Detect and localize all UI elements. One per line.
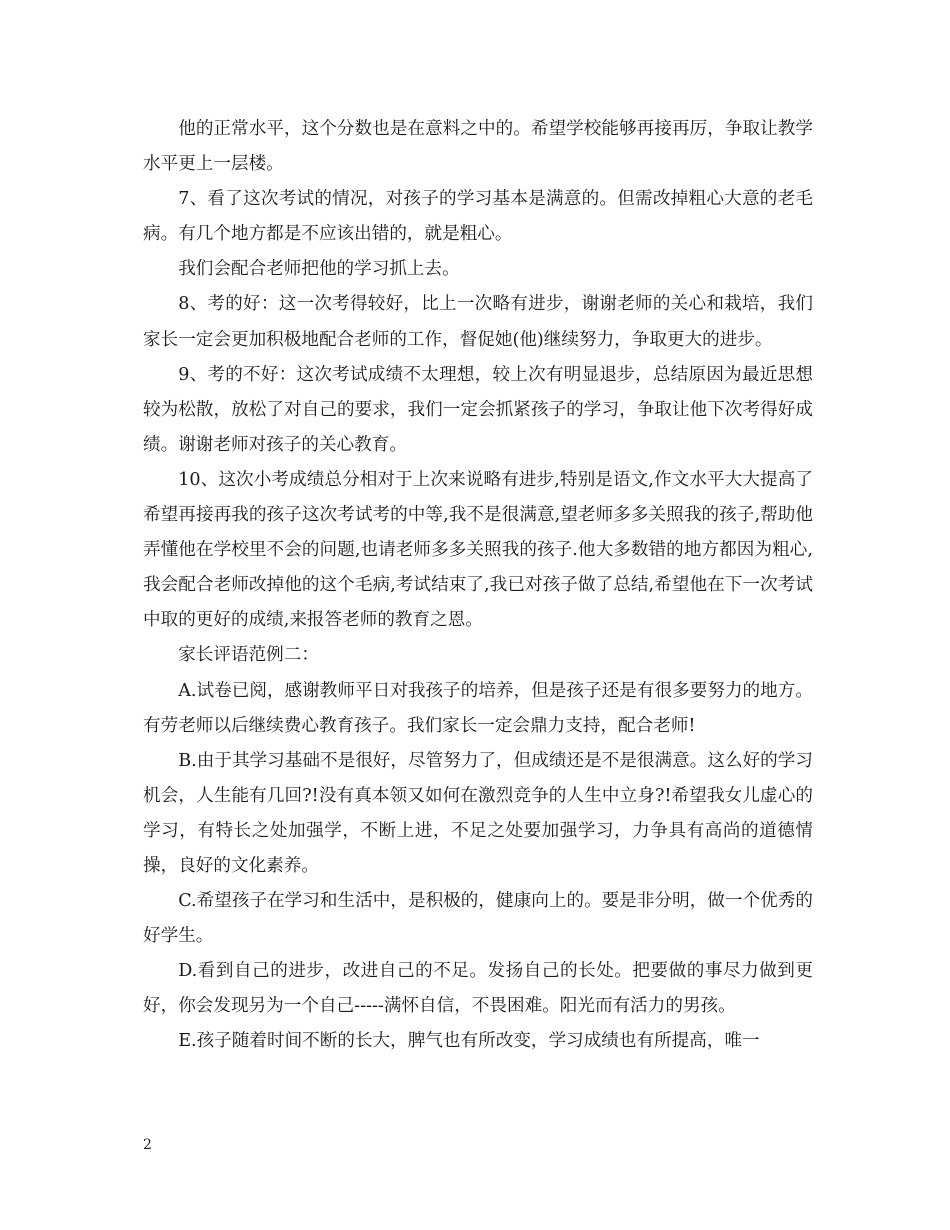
paragraph: 10、这次小考成绩总分相对于上次来说略有进步,特别是语文,作文水平大大提高了希望再接再我的孩子这次考试考的中等,我不是很满意,望老师多多关照我的孩子,帮助他弄懂他在学校里不会的问题,也请老师多多关照我的孩子.他大多数错的地方都因为粗心,我会配合老师改掉他的这个毛病,考试结束了,我已对孩子做了总结,希望他在下一次考试中取的更好的成绩,来报答老师的教育之恩。 (143, 469, 813, 631)
page-number: 2 (143, 1137, 152, 1153)
paragraph: 9、考的不好：这次考试成绩不太理想，较上次有明显退步，总结原因为最近思想较为松散，放松了对自己的要求，我们一定会抓紧孩子的学习，争取让他下次考得好成绩。谢谢老师对孩子的关心教育。 (143, 364, 813, 455)
paragraph: E.孩子随着时间不断的长大，脾气也有所改变，学习成绩也有所提高，唯一 (178, 1031, 760, 1052)
paragraph: C.希望孩子在学习和生活中，是积极的，健康向上的。要是非分明，做一个优秀的好学生。 (143, 891, 813, 947)
paragraph: 他的正常水平，这个分数也是在意料之中的。希望学校能够再接再厉，争取让教学水平更上一层楼。 (143, 119, 813, 175)
paragraph: A.试卷已阅，感谢教师平日对我孩子的培养，但是孩子还是有很多要努力的地方。有劳老师以后继续费心教育孩子。我们家长一定会鼎力支持，配合老师! (143, 680, 813, 736)
document-body (143, 112, 813, 1060)
paragraph: B.由于其学习基础不是很好，尽管努力了，但成绩还是不是很满意。这么好的学习机会，人生能有几回?!没有真本领又如何在激烈竞争的人生中立身?!希望我女儿虚心的学习，有特长之处加强学，不断上进，不足之处要加强学习，力争具有高尚的道德情操，良好的文化素养。 (143, 750, 813, 876)
paragraph: 我们会配合老师把他的学习抓上去。 (178, 259, 460, 280)
paragraph: 7、看了这次考试的情况，对孩子的学习基本是满意的。但需改掉粗心大意的老毛病。有几个地方都是不应该出错的，就是粗心。 (143, 189, 813, 245)
paragraph: 8、考的好：这一次考得较好，比上一次略有进步，谢谢老师的关心和栽培，我们家长一定会更加积极地配合老师的工作，督促她(他)继续努力，争取更大的进步。 (143, 294, 813, 350)
paragraph: D.看到自己的进步，改进自己的不足。发扬自己的长处。把要做的事尽力做到更好，你会发现另为一个自己-----满怀自信，不畏困难。阳光而有活力的男孩。 (143, 961, 813, 1017)
section-heading: 家长评语范例二： (178, 645, 319, 666)
